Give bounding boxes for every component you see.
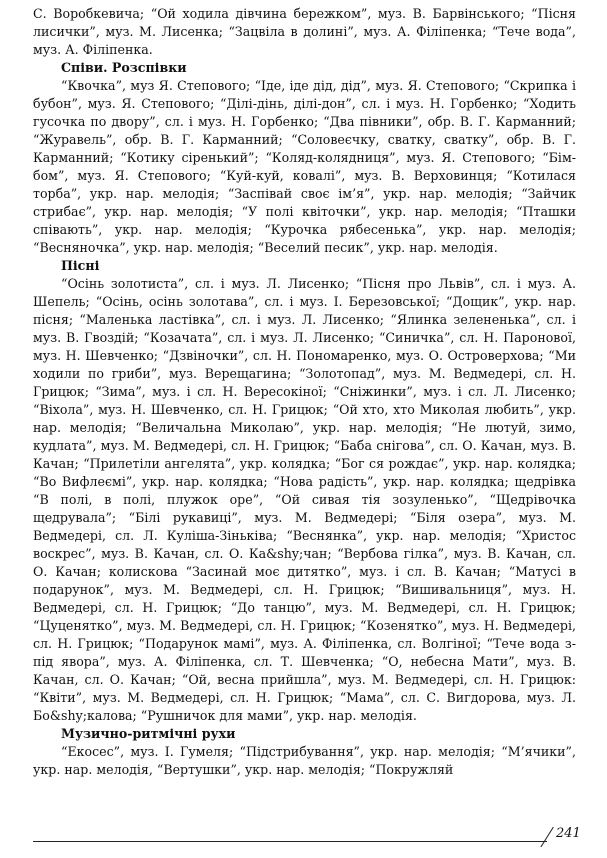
section-heading-singing: Співи. Розспівки xyxy=(61,60,187,75)
footer-rule xyxy=(33,841,547,842)
section-heading-songs: Пісні xyxy=(61,258,100,273)
paragraph-singing-list: “Квочка”, муз Я. Степового; “Іде, іде дід, дід”, муз. Я. Степового; “Скрипка і бубон”, муз. Я. Степового; “Ділі-дінь, ділі-дон”, сл. і муз. Н. Горбенко; “Ходить гусочка по двору”, сл. і муз. Н. Горбенко; “Два півники”, обр. В. Г. Карманний; “Журавель”, обр. В. Г. Карманний; “Соловеєчку, сватку, сватку”, обр. В. Г. Карманний; “Котику сіренький”; “Коляд-колядниця”, муз. Я. Степового; “Бім-бом”, муз. Я. Степового; “Куй-куй, ковалі”, муз. В. Верховинця; “Котилася торба”, укр. нар. мелодія; “Заспівай своє ім’я”, укр. нар. мелодія; “Зайчик стрибає”, укр. нар. мелодія; “У полі квіточки”, укр. нар. мелодія; “Пташки співають”, укр. нар. мелодія; “Курочка рябесенька”, укр. нар. мелодія; “Весняночка”, укр. нар. мелодія; “Веселий песик”, укр. нар. мелодія. xyxy=(33,78,576,255)
paragraph-movements-list: “Екосес”, муз. І. Гумеля; “Підстрибування”, укр. нар. мелодія; “М’ячики”, укр. нар. мелодія, “Вертушки”, укр. нар. мелодія; “Покружляй xyxy=(33,744,576,777)
section-heading-rhythmic-movements: Музично-ритмічні рухи xyxy=(61,726,236,741)
document-page xyxy=(33,5,576,779)
page-footer xyxy=(0,822,607,852)
paragraph-songs-list: “Осінь золотиста”, сл. і муз. Л. Лисенко; “Пісня про Львів”, сл. і муз. А. Шепель; “Осінь, осінь золотава”, сл. і муз. І. Березовської; “Дощик”, укр. нар. пісня; “Маленька ластівка”, сл. і муз. Л. Лисенко; “Ялинка зелененька”, сл. і муз. В. Гвоздій; “Козачата”, сл. і муз. Л. Лисенко; “Синичка”, сл. Н. Паронової, муз. Н. Шевченко; “Дзвіночки”, сл. Н. Пономаренко, муз. О. Островерхова; “Ми ходили по гриби”, муз. Верещагина; “Золотопад”, муз. М. Ведмедері, сл. Н. Грицюк; “Зима”, муз. і сл. Н. Вересокіної; “Сніжинки”, муз. і сл. Л. Лисенко; “Віхола”, муз. Н. Шевченко, сл. Н. Грицюк; “Ой хто, хто Миколая любить”, укр. нар. мелодія; “Величальна Миколаю”, укр. нар. мелодія; “Не лютуй, зимо, кудлата”, муз. М. Ведмедері, сл. Н. Грицюк; “Баба снігова”, сл. О. Качан, муз. В. Качан; “Прилетіли ангелята”, укр. колядка; “Бог ся рождає”, укр. нар. колядка; “Во Вифлеємі”, укр. нар. колядка; “Нова радість”, укр. нар. колядка; щедрівка “В полі, в полі, плужок оре”, “Ой сивая тія зозуленько”, “Щедрівочка щедрувала”; “Білі рукавиці”, муз. М. Ведмедері; “Біля озера”, муз. М. Ведмедері, сл. Л. Куліша-Зіньківа; “Веснянка”, укр. нар. мелодія; “Христос воскрес”, муз. В. Качан, сл. О. Ка&shy;чан; “Вербова гілка”, муз. В. Качан, сл. О. Качан; колискова “Засинай моє дитятко”, муз. і сл. В. Качан; “Матусі в подарунок”, муз. М. Ведмедері, сл. Н. Грицюк; “Вишивальниця”, муз. Н. Ведмедері, сл. Н. Грицюк; “До танцю”, муз. М. Ведмедері, сл. Н. Грицюк; “Цуценятко”, муз. М. Ведмедері, сл. Н. Грицюк; “Козенятко”, муз. Н. Ведмедері, сл. Н. Грицюк; “Подарунок мамі”, муз. А. Філіпенка, сл. Волгіної; “Тече вода з-під явора”, муз. А. Філіпенка, сл. Т. Шевченка; “О, небесна Мати”, муз. В. Качан, сл. О. Качан; “Ой, весна прийшла”, муз. М. Ведмедері, сл. Н. Грицюк: “Квіти”, муз. М. Ведмедері, сл. Н. Грицюк; “Мама”, сл. С. Вигдорова, муз. Л. Бо&shy;калова; “Рушничок для мами”, укр. нар. мелодія. xyxy=(33,276,576,723)
footer-slash xyxy=(537,827,555,847)
page-number: 241 xyxy=(556,826,581,841)
paragraph-song-list-continued: С. Воробкевича; “Ой ходила дівчина бережком”, муз. В. Барвінського; “Пісня лисички”, муз. М. Лисенка; “Зацвіла в долині”, муз. А. Філіпенка; “Тече вода”, муз. А. Філіпенка. xyxy=(33,6,576,57)
